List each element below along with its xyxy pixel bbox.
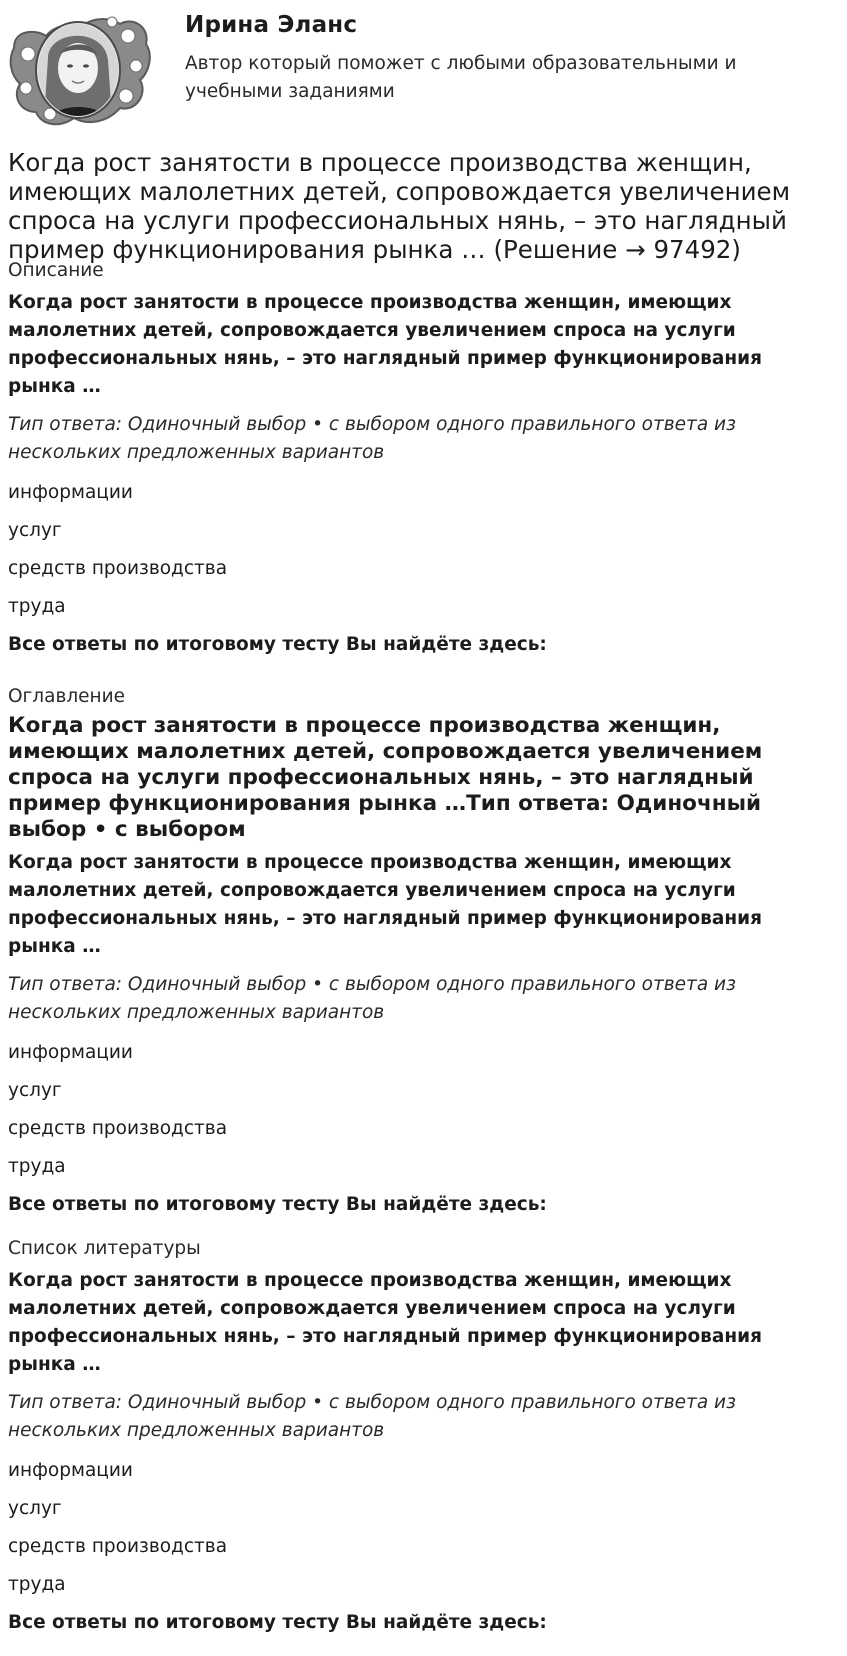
section-label-literature: Список литературы	[8, 1238, 201, 1259]
answers-note: Все ответы по итоговому тесту Вы найдёте здесь:	[8, 1612, 547, 1633]
answers-note: Все ответы по итоговому тесту Вы найдёте здесь:	[8, 634, 547, 655]
page	[8, 0, 808, 1633]
answer-option: труда	[8, 1574, 66, 1595]
toc-heading: Когда рост занятости в процессе производства женщин, имеющих малолетних детей, сопровождается увеличением спроса на услуги профессиональных нянь, – это наглядный пример функционирования рынка …Тип ответа: Одиночный выбор • с выбором	[8, 713, 763, 842]
answer-option: услуг	[8, 1498, 62, 1519]
question-text: Когда рост занятости в процессе производства женщин, имеющих малолетних детей, сопровождается увеличением спроса на услуги профессиональных нянь, – это наглядный пример функционирования рынка …	[8, 852, 762, 957]
toc-section	[8, 685, 798, 1217]
answer-type: Тип ответа: Одиночный выбор • с выбором одного правильного ответа из нескольких предложенных вариантов	[8, 974, 736, 1023]
page-title: Когда рост занятости в процессе производства женщин, имеющих малолетних детей, сопровождается увеличением спроса на услуги профессиональных нянь, – это наглядный пример функционирования рынка … (Решение → 97492)	[8, 148, 791, 264]
answers-note: Все ответы по итоговому тесту Вы найдёте здесь:	[8, 1194, 547, 1215]
answer-option: средств производства	[8, 1536, 228, 1557]
author-description: Автор который поможет с любыми образовательными и учебными заданиями	[185, 53, 737, 102]
answer-option: информации	[8, 482, 133, 503]
answer-option: информации	[8, 1460, 133, 1481]
question-text: Когда рост занятости в процессе производства женщин, имеющих малолетних детей, сопровождается увеличением спроса на услуги профессиональных нянь, – это наглядный пример функционирования рынка …	[8, 1270, 762, 1375]
author-avatar[interactable]	[8, 8, 152, 128]
answer-type: Тип ответа: Одиночный выбор • с выбором одного правильного ответа из нескольких предложенных вариантов	[8, 414, 736, 463]
answer-option: услуг	[8, 1080, 62, 1101]
answer-option: информации	[8, 1042, 133, 1063]
answer-option: средств производства	[8, 1118, 228, 1139]
literature-section	[8, 1237, 798, 1635]
section-label-description: Описание	[8, 260, 104, 281]
description-section	[8, 259, 798, 657]
answer-option: услуг	[8, 520, 62, 541]
answer-option: труда	[8, 596, 66, 617]
author-card	[8, 0, 808, 133]
author-name[interactable]: Ирина Эланс	[185, 12, 358, 38]
answer-option: труда	[8, 1156, 66, 1177]
section-label-toc: Оглавление	[8, 686, 126, 707]
answer-type: Тип ответа: Одиночный выбор • с выбором одного правильного ответа из нескольких предложенных вариантов	[8, 1392, 736, 1441]
question-text: Когда рост занятости в процессе производства женщин, имеющих малолетних детей, сопровождается увеличением спроса на услуги профессиональных нянь, – это наглядный пример функционирования рынка …	[8, 292, 762, 397]
answer-option: средств производства	[8, 558, 228, 579]
